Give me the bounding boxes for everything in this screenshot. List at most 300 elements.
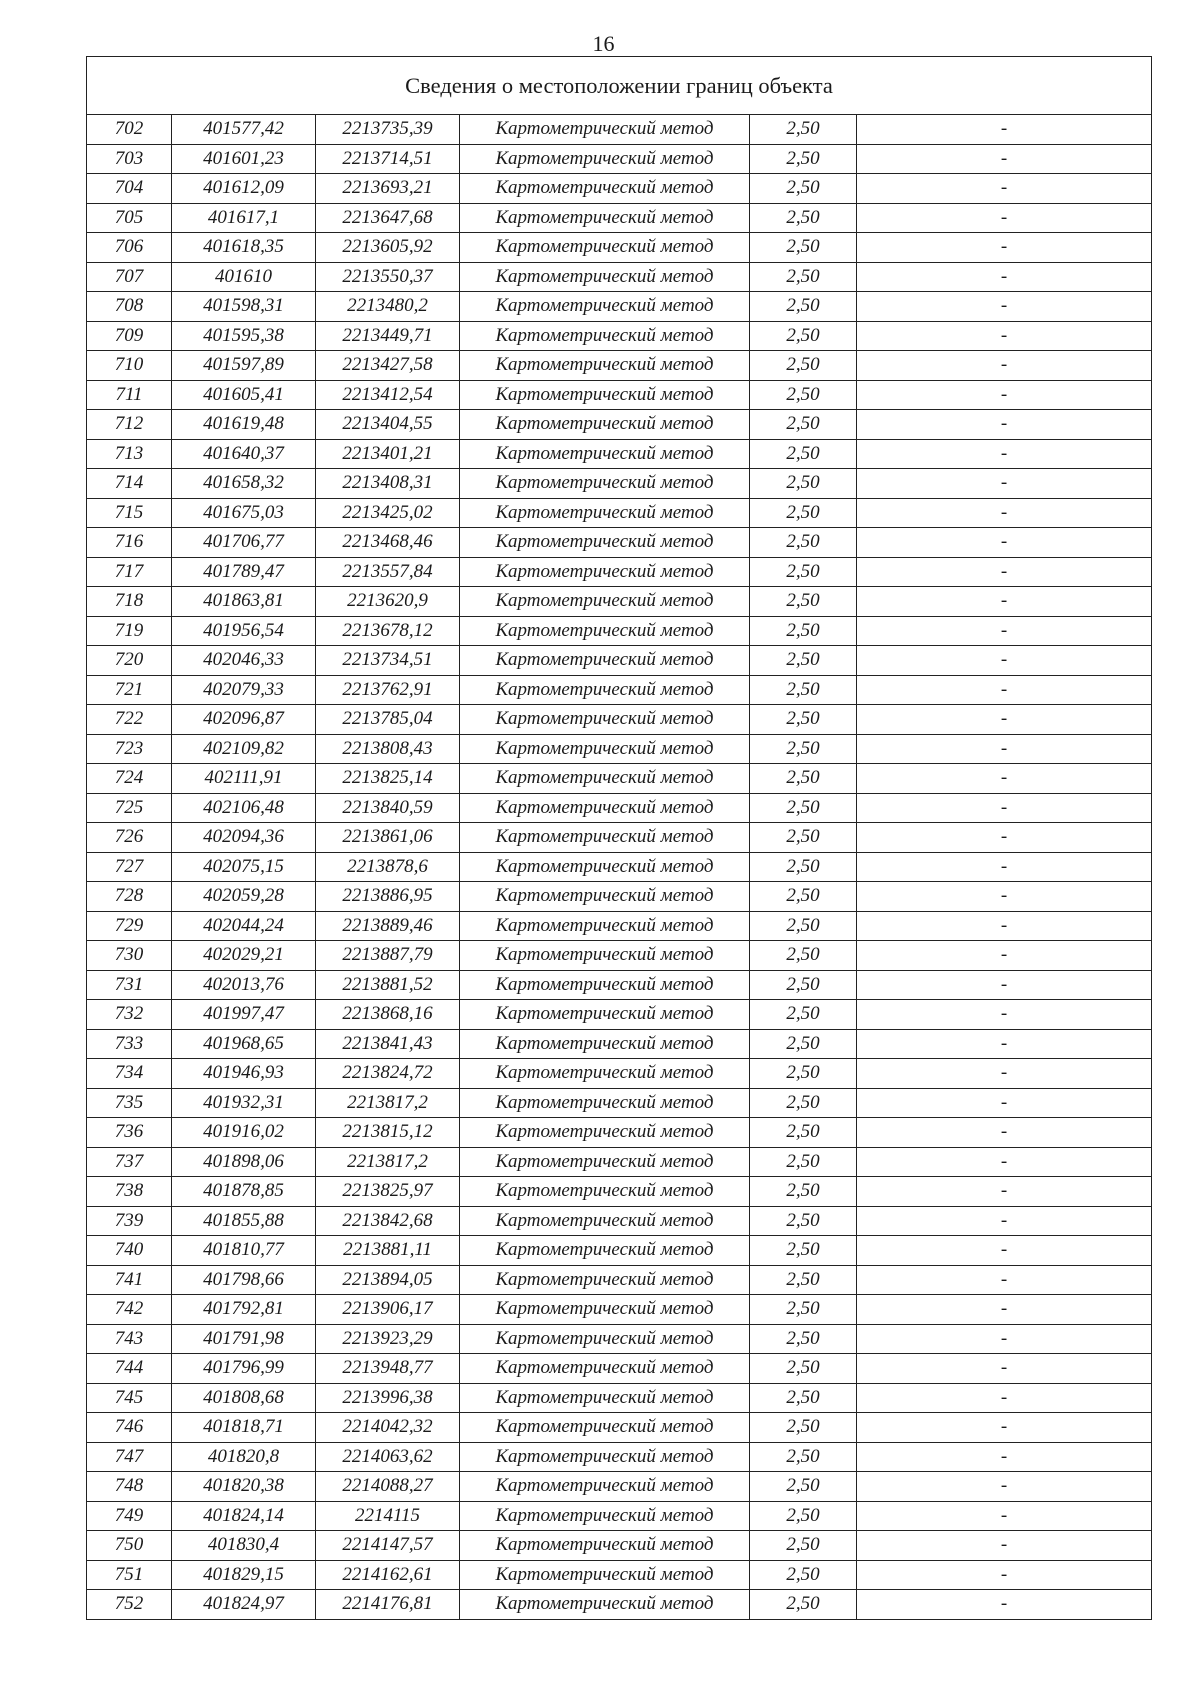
method-cell: Картометрический метод [460, 1265, 750, 1295]
x-coordinate-cell: 401824,14 [172, 1501, 316, 1531]
description-cell: - [857, 1560, 1152, 1590]
y-coordinate-cell: 2213412,54 [316, 380, 460, 410]
table-row [87, 233, 1152, 263]
point-number-cell: 706 [87, 233, 172, 263]
table-row [87, 970, 1152, 1000]
point-number-cell: 718 [87, 587, 172, 617]
method-cell: Картометрический метод [460, 174, 750, 204]
description-cell: - [857, 646, 1152, 676]
point-number-cell: 747 [87, 1442, 172, 1472]
description-cell: - [857, 705, 1152, 735]
description-cell: - [857, 203, 1152, 233]
description-cell: - [857, 498, 1152, 528]
x-coordinate-cell: 401619,48 [172, 410, 316, 440]
accuracy-cell: 2,50 [750, 970, 857, 1000]
x-coordinate-cell: 402094,36 [172, 823, 316, 853]
table-row [87, 1442, 1152, 1472]
description-cell: - [857, 1000, 1152, 1030]
description-cell: - [857, 911, 1152, 941]
accuracy-cell: 2,50 [750, 1413, 857, 1443]
accuracy-cell: 2,50 [750, 675, 857, 705]
description-cell: - [857, 321, 1152, 351]
table-row [87, 1029, 1152, 1059]
table-row [87, 764, 1152, 794]
description-cell: - [857, 675, 1152, 705]
method-cell: Картометрический метод [460, 1029, 750, 1059]
table-row [87, 1206, 1152, 1236]
x-coordinate-cell: 401618,35 [172, 233, 316, 263]
accuracy-cell: 2,50 [750, 646, 857, 676]
y-coordinate-cell: 2213815,12 [316, 1118, 460, 1148]
y-coordinate-cell: 2213840,59 [316, 793, 460, 823]
y-coordinate-cell: 2213825,14 [316, 764, 460, 794]
accuracy-cell: 2,50 [750, 439, 857, 469]
table-row [87, 439, 1152, 469]
method-cell: Картометрический метод [460, 1472, 750, 1502]
point-number-cell: 708 [87, 292, 172, 322]
y-coordinate-cell: 2213620,9 [316, 587, 460, 617]
y-coordinate-cell: 2213714,51 [316, 144, 460, 174]
table-row [87, 144, 1152, 174]
x-coordinate-cell: 401878,85 [172, 1177, 316, 1207]
point-number-cell: 723 [87, 734, 172, 764]
accuracy-cell: 2,50 [750, 1472, 857, 1502]
table-row [87, 203, 1152, 233]
description-cell: - [857, 380, 1152, 410]
point-number-cell: 729 [87, 911, 172, 941]
method-cell: Картометрический метод [460, 970, 750, 1000]
accuracy-cell: 2,50 [750, 1177, 857, 1207]
point-number-cell: 743 [87, 1324, 172, 1354]
accuracy-cell: 2,50 [750, 616, 857, 646]
description-cell: - [857, 1088, 1152, 1118]
y-coordinate-cell: 2213861,06 [316, 823, 460, 853]
table-row [87, 1295, 1152, 1325]
method-cell: Картометрический метод [460, 1236, 750, 1266]
method-cell: Картометрический метод [460, 882, 750, 912]
point-number-cell: 732 [87, 1000, 172, 1030]
method-cell: Картометрический метод [460, 734, 750, 764]
point-number-cell: 705 [87, 203, 172, 233]
method-cell: Картометрический метод [460, 292, 750, 322]
table-body [87, 57, 1152, 1620]
accuracy-cell: 2,50 [750, 852, 857, 882]
accuracy-cell: 2,50 [750, 1354, 857, 1384]
description-cell: - [857, 970, 1152, 1000]
x-coordinate-cell: 401810,77 [172, 1236, 316, 1266]
table-row [87, 1354, 1152, 1384]
y-coordinate-cell: 2213868,16 [316, 1000, 460, 1030]
method-cell: Картометрический метод [460, 941, 750, 971]
description-cell: - [857, 1295, 1152, 1325]
y-coordinate-cell: 2213881,52 [316, 970, 460, 1000]
y-coordinate-cell: 2213468,46 [316, 528, 460, 558]
x-coordinate-cell: 402046,33 [172, 646, 316, 676]
x-coordinate-cell: 401997,47 [172, 1000, 316, 1030]
description-cell: - [857, 528, 1152, 558]
description-cell: - [857, 1177, 1152, 1207]
y-coordinate-cell: 2213449,71 [316, 321, 460, 351]
accuracy-cell: 2,50 [750, 1501, 857, 1531]
method-cell: Картометрический метод [460, 439, 750, 469]
point-number-cell: 713 [87, 439, 172, 469]
accuracy-cell: 2,50 [750, 1295, 857, 1325]
y-coordinate-cell: 2213886,95 [316, 882, 460, 912]
point-number-cell: 742 [87, 1295, 172, 1325]
y-coordinate-cell: 2213735,39 [316, 115, 460, 145]
y-coordinate-cell: 2213878,6 [316, 852, 460, 882]
accuracy-cell: 2,50 [750, 498, 857, 528]
method-cell: Картометрический метод [460, 911, 750, 941]
x-coordinate-cell: 401829,15 [172, 1560, 316, 1590]
x-coordinate-cell: 401617,1 [172, 203, 316, 233]
point-number-cell: 738 [87, 1177, 172, 1207]
table-row [87, 1177, 1152, 1207]
description-cell: - [857, 1531, 1152, 1561]
table-row [87, 557, 1152, 587]
accuracy-cell: 2,50 [750, 1147, 857, 1177]
description-cell: - [857, 233, 1152, 263]
description-cell: - [857, 1590, 1152, 1620]
accuracy-cell: 2,50 [750, 705, 857, 735]
y-coordinate-cell: 2213824,72 [316, 1059, 460, 1089]
table-row [87, 1560, 1152, 1590]
x-coordinate-cell: 401932,31 [172, 1088, 316, 1118]
method-cell: Картометрический метод [460, 1088, 750, 1118]
description-cell: - [857, 262, 1152, 292]
x-coordinate-cell: 402029,21 [172, 941, 316, 971]
point-number-cell: 714 [87, 469, 172, 499]
accuracy-cell: 2,50 [750, 1560, 857, 1590]
accuracy-cell: 2,50 [750, 1118, 857, 1148]
point-number-cell: 737 [87, 1147, 172, 1177]
table-row [87, 528, 1152, 558]
table-row [87, 1236, 1152, 1266]
accuracy-cell: 2,50 [750, 764, 857, 794]
x-coordinate-cell: 401597,89 [172, 351, 316, 381]
point-number-cell: 711 [87, 380, 172, 410]
accuracy-cell: 2,50 [750, 1000, 857, 1030]
accuracy-cell: 2,50 [750, 380, 857, 410]
table-row [87, 823, 1152, 853]
x-coordinate-cell: 402111,91 [172, 764, 316, 794]
accuracy-cell: 2,50 [750, 1324, 857, 1354]
point-number-cell: 727 [87, 852, 172, 882]
table-row [87, 616, 1152, 646]
method-cell: Картометрический метод [460, 1118, 750, 1148]
x-coordinate-cell: 401824,97 [172, 1590, 316, 1620]
table-row [87, 1000, 1152, 1030]
description-cell: - [857, 1206, 1152, 1236]
table-row [87, 941, 1152, 971]
x-coordinate-cell: 401706,77 [172, 528, 316, 558]
y-coordinate-cell: 2213557,84 [316, 557, 460, 587]
accuracy-cell: 2,50 [750, 262, 857, 292]
method-cell: Картометрический метод [460, 380, 750, 410]
y-coordinate-cell: 2214176,81 [316, 1590, 460, 1620]
table-row [87, 1383, 1152, 1413]
description-cell: - [857, 410, 1152, 440]
table-title: Сведения о местоположении границ объекта [87, 57, 1152, 115]
method-cell: Картометрический метод [460, 351, 750, 381]
x-coordinate-cell: 401798,66 [172, 1265, 316, 1295]
method-cell: Картометрический метод [460, 321, 750, 351]
x-coordinate-cell: 401818,71 [172, 1413, 316, 1443]
x-coordinate-cell: 402013,76 [172, 970, 316, 1000]
point-number-cell: 744 [87, 1354, 172, 1384]
point-number-cell: 751 [87, 1560, 172, 1590]
table-row [87, 1413, 1152, 1443]
point-number-cell: 712 [87, 410, 172, 440]
point-number-cell: 709 [87, 321, 172, 351]
method-cell: Картометрический метод [460, 1442, 750, 1472]
table-row [87, 882, 1152, 912]
y-coordinate-cell: 2213825,97 [316, 1177, 460, 1207]
description-cell: - [857, 144, 1152, 174]
method-cell: Картометрический метод [460, 144, 750, 174]
table-row [87, 1531, 1152, 1561]
x-coordinate-cell: 401830,4 [172, 1531, 316, 1561]
x-coordinate-cell: 401658,32 [172, 469, 316, 499]
accuracy-cell: 2,50 [750, 1059, 857, 1089]
method-cell: Картометрический метод [460, 675, 750, 705]
y-coordinate-cell: 2213647,68 [316, 203, 460, 233]
point-number-cell: 746 [87, 1413, 172, 1443]
y-coordinate-cell: 2213887,79 [316, 941, 460, 971]
point-number-cell: 748 [87, 1472, 172, 1502]
point-number-cell: 725 [87, 793, 172, 823]
table-row [87, 115, 1152, 145]
description-cell: - [857, 1383, 1152, 1413]
y-coordinate-cell: 2213425,02 [316, 498, 460, 528]
description-cell: - [857, 115, 1152, 145]
table-row [87, 410, 1152, 440]
accuracy-cell: 2,50 [750, 292, 857, 322]
description-cell: - [857, 852, 1152, 882]
point-number-cell: 733 [87, 1029, 172, 1059]
y-coordinate-cell: 2214115 [316, 1501, 460, 1531]
point-number-cell: 702 [87, 115, 172, 145]
point-number-cell: 717 [87, 557, 172, 587]
table-row [87, 1324, 1152, 1354]
description-cell: - [857, 557, 1152, 587]
description-cell: - [857, 1059, 1152, 1089]
x-coordinate-cell: 401640,37 [172, 439, 316, 469]
x-coordinate-cell: 402109,82 [172, 734, 316, 764]
y-coordinate-cell: 2214063,62 [316, 1442, 460, 1472]
table-row [87, 793, 1152, 823]
table-row [87, 321, 1152, 351]
accuracy-cell: 2,50 [750, 941, 857, 971]
method-cell: Картометрический метод [460, 1000, 750, 1030]
point-number-cell: 719 [87, 616, 172, 646]
accuracy-cell: 2,50 [750, 528, 857, 558]
y-coordinate-cell: 2213817,2 [316, 1147, 460, 1177]
table-row [87, 469, 1152, 499]
description-cell: - [857, 1236, 1152, 1266]
y-coordinate-cell: 2213605,92 [316, 233, 460, 263]
accuracy-cell: 2,50 [750, 321, 857, 351]
y-coordinate-cell: 2213404,55 [316, 410, 460, 440]
accuracy-cell: 2,50 [750, 469, 857, 499]
description-cell: - [857, 1118, 1152, 1148]
method-cell: Картометрический метод [460, 115, 750, 145]
table-row [87, 1472, 1152, 1502]
accuracy-cell: 2,50 [750, 1088, 857, 1118]
description-cell: - [857, 941, 1152, 971]
description-cell: - [857, 793, 1152, 823]
point-number-cell: 716 [87, 528, 172, 558]
method-cell: Картометрический метод [460, 1354, 750, 1384]
description-cell: - [857, 587, 1152, 617]
x-coordinate-cell: 401916,02 [172, 1118, 316, 1148]
table-row [87, 734, 1152, 764]
method-cell: Картометрический метод [460, 793, 750, 823]
x-coordinate-cell: 401863,81 [172, 587, 316, 617]
method-cell: Картометрический метод [460, 262, 750, 292]
point-number-cell: 720 [87, 646, 172, 676]
method-cell: Картометрический метод [460, 469, 750, 499]
y-coordinate-cell: 2213427,58 [316, 351, 460, 381]
description-cell: - [857, 764, 1152, 794]
method-cell: Картометрический метод [460, 705, 750, 735]
description-cell: - [857, 616, 1152, 646]
x-coordinate-cell: 402059,28 [172, 882, 316, 912]
description-cell: - [857, 351, 1152, 381]
table-row [87, 262, 1152, 292]
table-row [87, 174, 1152, 204]
y-coordinate-cell: 2213734,51 [316, 646, 460, 676]
y-coordinate-cell: 2214042,32 [316, 1413, 460, 1443]
point-number-cell: 704 [87, 174, 172, 204]
x-coordinate-cell: 401595,38 [172, 321, 316, 351]
table-row [87, 852, 1152, 882]
accuracy-cell: 2,50 [750, 911, 857, 941]
x-coordinate-cell: 401968,65 [172, 1029, 316, 1059]
table-row [87, 351, 1152, 381]
description-cell: - [857, 882, 1152, 912]
point-number-cell: 724 [87, 764, 172, 794]
method-cell: Картометрический метод [460, 823, 750, 853]
point-number-cell: 734 [87, 1059, 172, 1089]
point-number-cell: 740 [87, 1236, 172, 1266]
table-row [87, 380, 1152, 410]
x-coordinate-cell: 401796,99 [172, 1354, 316, 1384]
method-cell: Картометрический метод [460, 1383, 750, 1413]
point-number-cell: 736 [87, 1118, 172, 1148]
x-coordinate-cell: 402044,24 [172, 911, 316, 941]
accuracy-cell: 2,50 [750, 1206, 857, 1236]
table-row [87, 646, 1152, 676]
accuracy-cell: 2,50 [750, 1236, 857, 1266]
x-coordinate-cell: 402106,48 [172, 793, 316, 823]
description-cell: - [857, 823, 1152, 853]
point-number-cell: 745 [87, 1383, 172, 1413]
table-row [87, 1088, 1152, 1118]
y-coordinate-cell: 2213889,46 [316, 911, 460, 941]
method-cell: Картометрический метод [460, 498, 750, 528]
x-coordinate-cell: 401612,09 [172, 174, 316, 204]
y-coordinate-cell: 2213693,21 [316, 174, 460, 204]
table-row [87, 498, 1152, 528]
y-coordinate-cell: 2213762,91 [316, 675, 460, 705]
y-coordinate-cell: 2213678,12 [316, 616, 460, 646]
method-cell: Картометрический метод [460, 1147, 750, 1177]
point-number-cell: 710 [87, 351, 172, 381]
method-cell: Картометрический метод [460, 1059, 750, 1089]
description-cell: - [857, 174, 1152, 204]
table-row [87, 1501, 1152, 1531]
y-coordinate-cell: 2213881,11 [316, 1236, 460, 1266]
method-cell: Картометрический метод [460, 646, 750, 676]
y-coordinate-cell: 2213817,2 [316, 1088, 460, 1118]
y-coordinate-cell: 2213401,21 [316, 439, 460, 469]
y-coordinate-cell: 2213842,68 [316, 1206, 460, 1236]
description-cell: - [857, 1442, 1152, 1472]
method-cell: Картометрический метод [460, 764, 750, 794]
method-cell: Картометрический метод [460, 233, 750, 263]
table-row [87, 1118, 1152, 1148]
x-coordinate-cell: 401605,41 [172, 380, 316, 410]
y-coordinate-cell: 2213550,37 [316, 262, 460, 292]
y-coordinate-cell: 2213808,43 [316, 734, 460, 764]
method-cell: Картометрический метод [460, 1501, 750, 1531]
accuracy-cell: 2,50 [750, 882, 857, 912]
x-coordinate-cell: 401577,42 [172, 115, 316, 145]
method-cell: Картометрический метод [460, 1177, 750, 1207]
x-coordinate-cell: 401956,54 [172, 616, 316, 646]
method-cell: Картометрический метод [460, 557, 750, 587]
x-coordinate-cell: 401610 [172, 262, 316, 292]
y-coordinate-cell: 2213480,2 [316, 292, 460, 322]
point-number-cell: 728 [87, 882, 172, 912]
point-number-cell: 715 [87, 498, 172, 528]
accuracy-cell: 2,50 [750, 203, 857, 233]
description-cell: - [857, 1354, 1152, 1384]
point-number-cell: 730 [87, 941, 172, 971]
accuracy-cell: 2,50 [750, 1383, 857, 1413]
accuracy-cell: 2,50 [750, 1590, 857, 1620]
table-row [87, 292, 1152, 322]
point-number-cell: 741 [87, 1265, 172, 1295]
y-coordinate-cell: 2213996,38 [316, 1383, 460, 1413]
x-coordinate-cell: 401946,93 [172, 1059, 316, 1089]
method-cell: Картометрический метод [460, 1206, 750, 1236]
x-coordinate-cell: 402096,87 [172, 705, 316, 735]
method-cell: Картометрический метод [460, 1560, 750, 1590]
description-cell: - [857, 1413, 1152, 1443]
method-cell: Картометрический метод [460, 203, 750, 233]
point-number-cell: 731 [87, 970, 172, 1000]
method-cell: Картометрический метод [460, 852, 750, 882]
y-coordinate-cell: 2213785,04 [316, 705, 460, 735]
y-coordinate-cell: 2213923,29 [316, 1324, 460, 1354]
accuracy-cell: 2,50 [750, 823, 857, 853]
table-row [87, 1147, 1152, 1177]
accuracy-cell: 2,50 [750, 793, 857, 823]
accuracy-cell: 2,50 [750, 1029, 857, 1059]
x-coordinate-cell: 401820,8 [172, 1442, 316, 1472]
table-row [87, 1059, 1152, 1089]
boundary-coordinates-table [86, 56, 1152, 1620]
accuracy-cell: 2,50 [750, 410, 857, 440]
y-coordinate-cell: 2213408,31 [316, 469, 460, 499]
table-row [87, 911, 1152, 941]
point-number-cell: 739 [87, 1206, 172, 1236]
point-number-cell: 752 [87, 1590, 172, 1620]
description-cell: - [857, 469, 1152, 499]
accuracy-cell: 2,50 [750, 174, 857, 204]
